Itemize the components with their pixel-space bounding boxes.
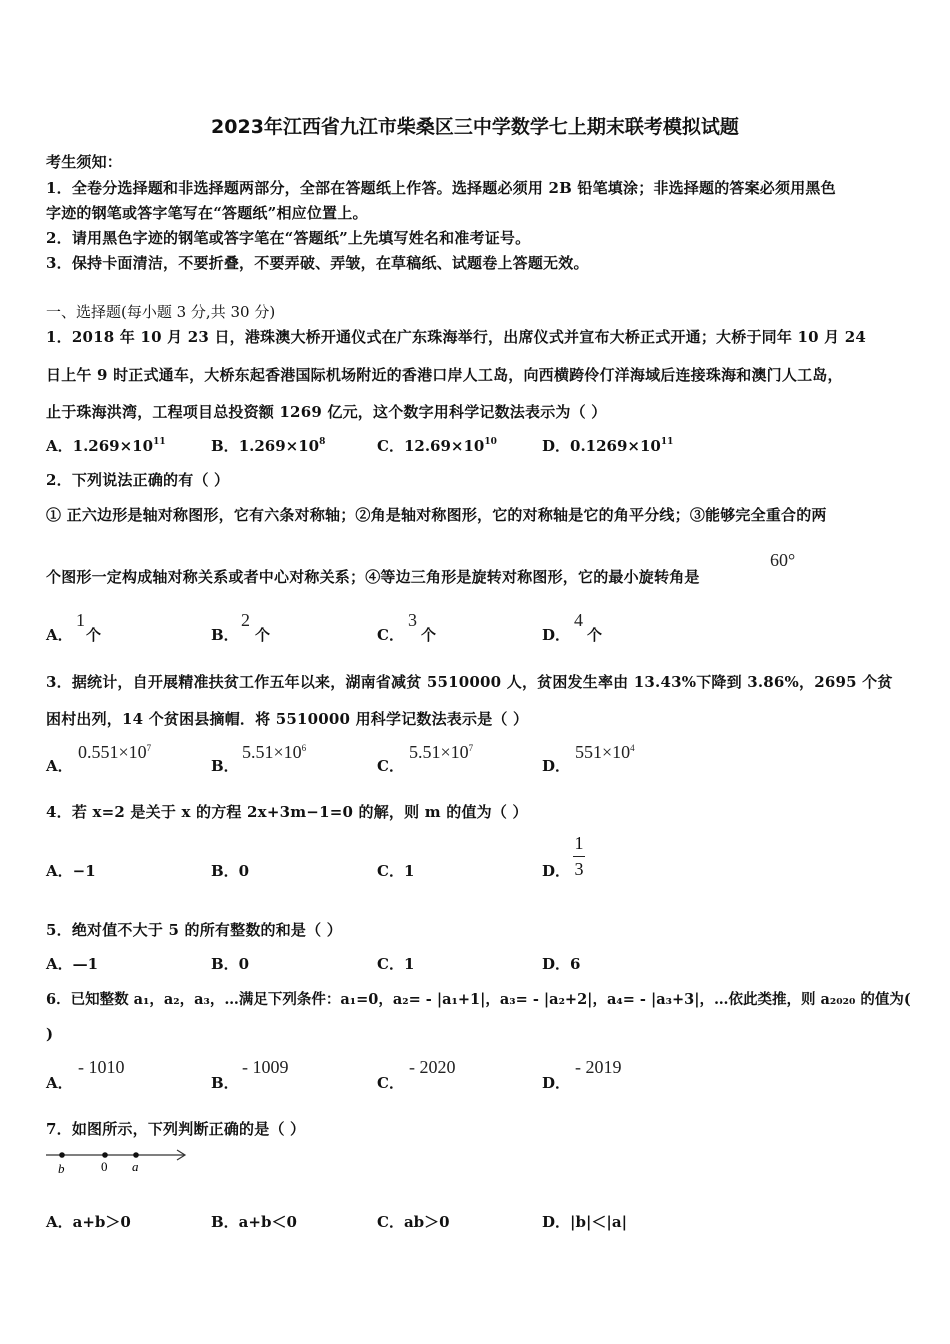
q2-c-num: 3 (408, 610, 417, 630)
q4-stem: 4．若 x=2 是关于 x 的方程 2x+3m−1=0 的解，则 m 的值为（ ） (46, 803, 528, 821)
notice-item-2: 2．请用黑色字迹的钢笔或答字笔在“答题纸”上先填写姓名和准考证号。 (46, 229, 531, 247)
q6-c-value: - 2020 (409, 1057, 456, 1077)
q7-option-d[interactable]: D．|b|＜|a| (542, 1213, 628, 1231)
q6-option-d[interactable]: D． (542, 1074, 571, 1092)
q1-option-c[interactable]: C．$12.69\times 10^{10}$ (377, 437, 497, 455)
q4-option-a[interactable]: A．−1 (46, 862, 96, 880)
q1-line1: 1．2018 年 10 月 23 日，港珠澳大桥开通仪式在广东珠海举行，出席仪式并宣布大桥正式开通；大桥于同年 10 月 24 (46, 328, 867, 346)
q2-b-unit: 个 (255, 626, 271, 644)
point-a (133, 1152, 139, 1158)
q2-c-unit: 个 (421, 626, 437, 644)
q2-option-c[interactable]: C． (377, 626, 404, 644)
q2-option-d[interactable]: D． (542, 626, 571, 644)
q6-d-value: - 2019 (575, 1057, 622, 1077)
fraction-bar (573, 856, 585, 857)
q3-b-value: $5.51\times 10^6$ (242, 742, 307, 762)
notice-heading: 考生须知： (46, 153, 123, 171)
q1-line3: 止于珠海洪湾，工程项目总投资额 1269 亿元，这个数字用科学记数法表示为（ ） (46, 403, 607, 421)
q5-option-b[interactable]: B．0 (211, 955, 250, 973)
q4-d-fraction (573, 833, 585, 880)
q5-option-d[interactable]: D．6 (542, 955, 581, 973)
q2-d-unit: 个 (587, 626, 603, 644)
q3-c-value: $5.51\times 10^7$ (409, 742, 474, 762)
q5-option-a[interactable]: A．—1 (46, 955, 99, 973)
page-title: 2023年江西省九江市柴桑区三中学数学七上期末联考模拟试题 (211, 116, 739, 138)
q2-b-num: 2 (241, 610, 250, 630)
q2-option-a[interactable]: A． (46, 626, 73, 644)
fraction-numerator: 1 (574, 833, 584, 853)
label-a: a (132, 1159, 139, 1174)
q1-option-b[interactable]: B．$1.269\times 10^8$ (211, 437, 326, 455)
q2-a-unit: 个 (86, 626, 102, 644)
point-b (59, 1152, 65, 1158)
notice-item-3: 3．保持卡面清洁，不要折叠，不要弄破、弄皱，在草稿纸、试题卷上答题无效。 (46, 254, 589, 272)
q2-stem: 2．下列说法正确的有（ ） (46, 471, 230, 489)
q6-option-c[interactable]: C． (377, 1074, 404, 1092)
q7-option-c[interactable]: C．ab＞0 (377, 1213, 450, 1231)
point-zero (102, 1152, 108, 1158)
q3-line2: 困村出列，14 个贫困县摘帽．将 5510000 用科学记数法表示是（ ） (46, 710, 529, 728)
q6-close: ) (46, 1025, 54, 1043)
notice-item-1: 1．全卷分选择题和非选择题两部分，全部在答题纸上作答。选择题必须用 2B 铅笔填涂；非选择题的答案必须用黑色 (46, 179, 836, 197)
q1-option-d[interactable]: D．$0.1269\times 10^{11}$ (542, 437, 674, 455)
number-line-figure (44, 1144, 190, 1180)
q2-option-b[interactable]: B． (211, 626, 239, 644)
q4-option-c[interactable]: C．1 (377, 862, 415, 880)
q3-d-value: $551\times 10^4$ (575, 742, 635, 762)
q1-option-a[interactable]: A．$1.269\times 10^{11}$ (46, 437, 166, 455)
q2-line2: 个图形一定构成轴对称关系或者中心对称关系；④等边三角形是旋转对称图形，它的最小旋转角是 (46, 568, 700, 586)
q7-option-a[interactable]: A．a+b＞0 (46, 1213, 131, 1231)
notice-item-1-cont: 字迹的钢笔或答字笔写在“答题纸”相应位置上。 (46, 204, 368, 222)
q1-line2: 日上午 9 时正式通车，大桥东起香港国际机场附近的香港口岸人工岛，向西横跨伶仃洋海域后连接珠海和澳门人工岛， (46, 366, 843, 384)
label-zero: 0 (101, 1159, 108, 1174)
q6-b-value: - 1009 (242, 1057, 289, 1077)
section-heading: 一、选择题(每小题 3 分,共 30 分) (46, 303, 276, 321)
q7-stem: 7．如图所示，下列判断正确的是（ ） (46, 1120, 306, 1138)
q2-d-num: 4 (574, 610, 583, 630)
q6-option-b[interactable]: B． (211, 1074, 239, 1092)
q3-option-a[interactable]: A． (46, 757, 73, 775)
q6-option-a[interactable]: A． (46, 1074, 73, 1092)
q3-option-b[interactable]: B． (211, 757, 239, 775)
q5-stem: 5．绝对值不大于 5 的所有整数的和是（ ） (46, 921, 342, 939)
q2-angle: 60° (770, 550, 796, 570)
label-b: b (58, 1161, 65, 1176)
q6-a-value: - 1010 (78, 1057, 125, 1077)
q4-option-d[interactable]: D． (542, 862, 571, 880)
q5-option-c[interactable]: C．1 (377, 955, 415, 973)
q3-a-value: $0.551\times 10^7$ (78, 742, 152, 762)
q6-stem: 6．已知整数 a₁，a₂，a₃，…满足下列条件：a₁=0，a₂= - |a₁+1|，a₃= - |a₂+2|，a₄= - |a₃+3|，…依此类推，则 a₂₀₂₀ 的值为( (46, 991, 911, 1008)
q3-option-c[interactable]: C． (377, 757, 404, 775)
q2-line1: ① 正六边形是轴对称图形，它有六条对称轴；②角是轴对称图形，它的对称轴是它的角平分线；③能够完全重合的两 (46, 506, 827, 524)
q7-option-b[interactable]: B．a+b＜0 (211, 1213, 297, 1231)
q2-a-num: 1 (76, 610, 85, 630)
q3-option-d[interactable]: D． (542, 757, 571, 775)
q3-line1: 3．据统计，自开展精准扶贫工作五年以来，湖南省减贫 5510000 人，贫困发生率由 13.43%下降到 3.86%，2695 个贫 (46, 673, 893, 691)
q4-option-b[interactable]: B．0 (211, 862, 250, 880)
fraction-denominator: 3 (574, 859, 584, 879)
